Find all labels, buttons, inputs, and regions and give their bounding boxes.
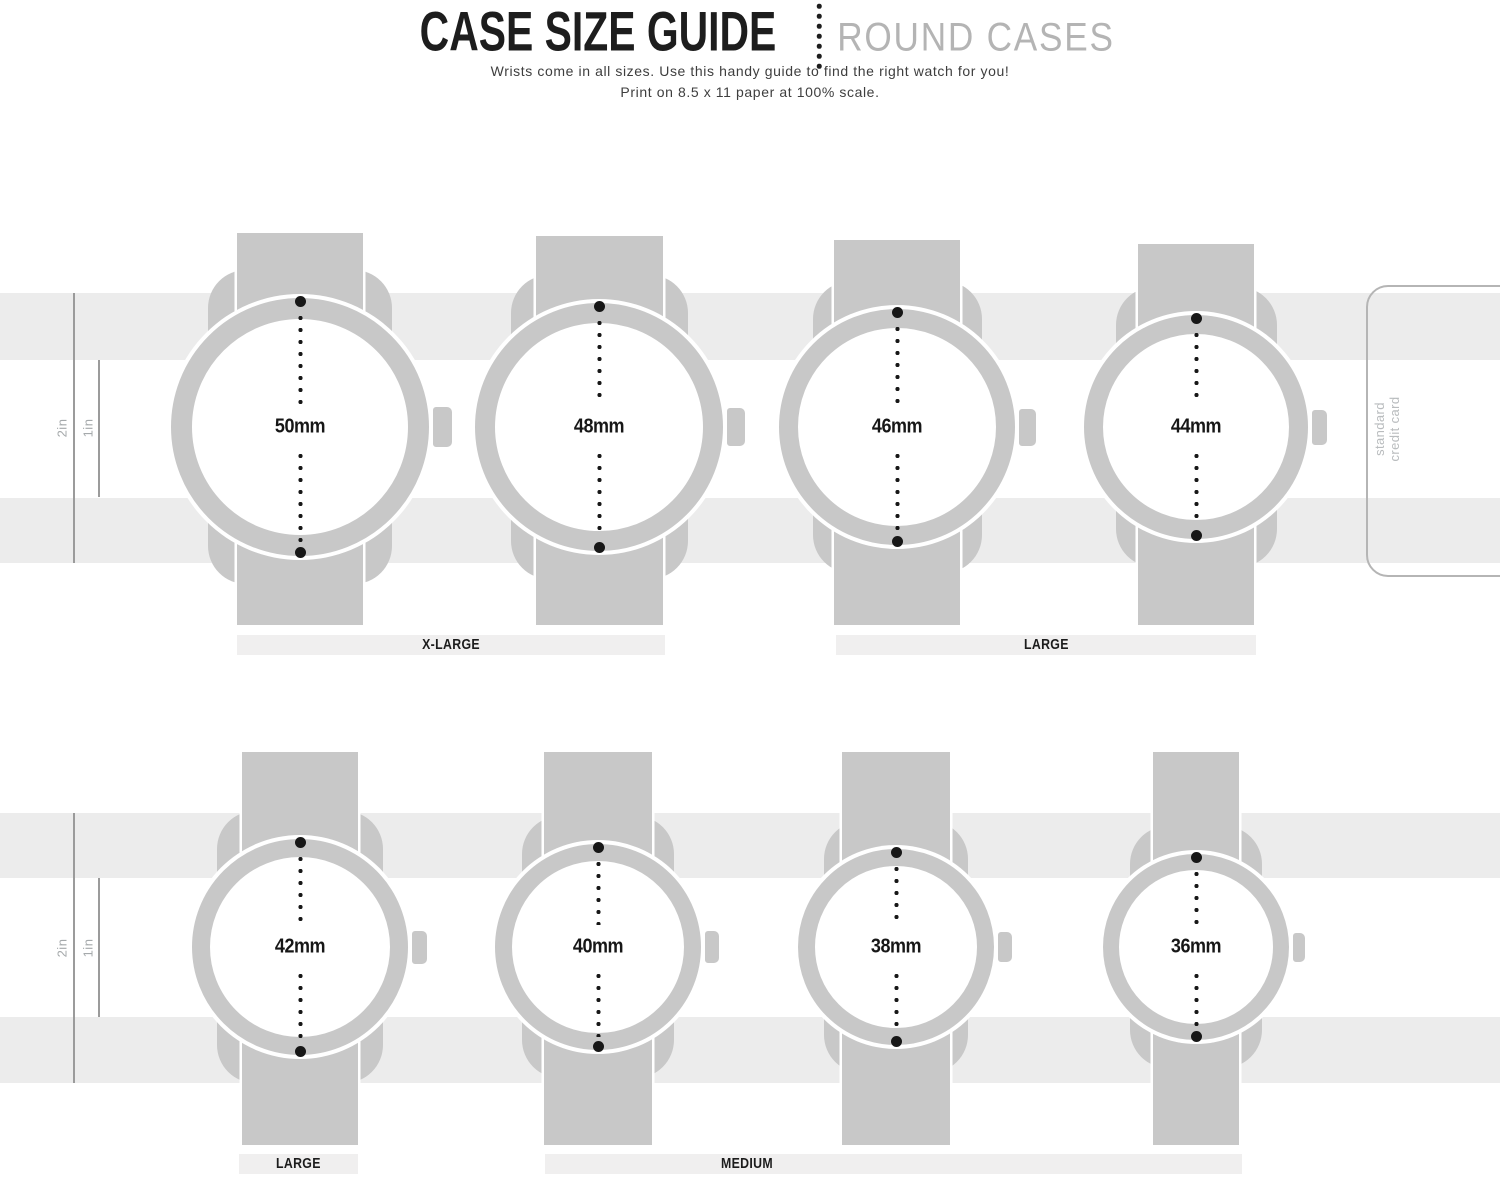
watch-crown bbox=[1312, 410, 1327, 445]
one-inch-label: 1in bbox=[80, 938, 96, 958]
two-inch-line-bottom bbox=[73, 813, 75, 1083]
one-inch-line-top bbox=[98, 360, 100, 497]
watch-crown bbox=[1019, 409, 1036, 446]
size-group-label: MEDIUM bbox=[720, 1156, 774, 1172]
size-group-bar-xlarge bbox=[237, 635, 665, 655]
diameter-dots-lower bbox=[298, 450, 303, 543]
diameter-dots-lower bbox=[1194, 450, 1199, 526]
credit-card-label-line2: credit card bbox=[1387, 396, 1402, 462]
watch-crown bbox=[727, 408, 745, 446]
subtitle-line2: Print on 8.5 x 11 paper at 100% scale. bbox=[620, 84, 880, 100]
watch-crown bbox=[998, 932, 1012, 962]
diameter-endpoint-top bbox=[891, 847, 902, 858]
case-size-label: 50mm bbox=[274, 415, 326, 438]
diameter-endpoint-bottom bbox=[295, 1046, 306, 1057]
diameter-endpoint-bottom bbox=[1191, 530, 1202, 541]
diameter-endpoint-top bbox=[1191, 852, 1202, 863]
case-size-label: 40mm bbox=[572, 935, 624, 958]
diameter-endpoint-top bbox=[594, 301, 605, 312]
case-size-label: 44mm bbox=[1170, 415, 1222, 438]
two-inch-line-top bbox=[73, 293, 75, 563]
diameter-dots-lower bbox=[298, 970, 303, 1042]
size-group-label: LARGE bbox=[276, 1156, 321, 1172]
size-group-bar-large-bottom bbox=[239, 1154, 358, 1174]
diameter-endpoint-top bbox=[593, 842, 604, 853]
page-title: CASE SIZE GUIDE bbox=[419, 0, 777, 63]
diameter-dots-lower bbox=[895, 450, 900, 532]
one-inch-line-bottom bbox=[98, 878, 100, 1017]
diameter-endpoint-bottom bbox=[891, 1036, 902, 1047]
one-inch-label: 1in bbox=[80, 418, 96, 438]
diameter-dots-upper bbox=[1194, 329, 1199, 405]
size-group-bar-medium bbox=[545, 1154, 1242, 1174]
diameter-dots-lower bbox=[894, 970, 899, 1032]
diameter-dots-upper bbox=[596, 858, 601, 925]
credit-card-label bbox=[1372, 396, 1402, 461]
credit-card-label-line1: standard bbox=[1372, 402, 1387, 456]
watch-crown bbox=[1293, 933, 1305, 962]
case-size-label: 46mm bbox=[871, 415, 923, 438]
diameter-endpoint-bottom bbox=[892, 536, 903, 547]
category-title: ROUND CASES bbox=[837, 15, 1115, 60]
diameter-endpoint-top bbox=[295, 837, 306, 848]
diameter-dots-lower bbox=[1194, 970, 1199, 1027]
diameter-dots-upper bbox=[895, 323, 900, 405]
diameter-dots-upper bbox=[597, 317, 602, 405]
dotted-divider-icon bbox=[817, 4, 822, 69]
case-size-label: 42mm bbox=[274, 935, 326, 958]
size-group-label: LARGE bbox=[1023, 637, 1069, 653]
diameter-endpoint-bottom bbox=[295, 547, 306, 558]
diameter-endpoint-bottom bbox=[1191, 1031, 1202, 1042]
diameter-dots-lower bbox=[597, 450, 602, 538]
size-group-label: X-LARGE bbox=[422, 637, 480, 653]
diameter-dots-upper bbox=[1194, 868, 1199, 925]
watch-crown bbox=[433, 407, 452, 447]
diameter-endpoint-top bbox=[892, 307, 903, 318]
diameter-endpoint-bottom bbox=[594, 542, 605, 553]
size-group-bar-large-top bbox=[836, 635, 1256, 655]
two-inch-label: 2in bbox=[54, 418, 70, 438]
diameter-endpoint-top bbox=[295, 296, 306, 307]
diameter-dots-upper bbox=[894, 863, 899, 925]
diameter-endpoint-top bbox=[1191, 313, 1202, 324]
diameter-dots-upper bbox=[298, 853, 303, 925]
case-size-label: 48mm bbox=[573, 415, 625, 438]
watch-crown bbox=[705, 931, 719, 963]
diameter-dots-lower bbox=[596, 970, 601, 1037]
case-size-label: 38mm bbox=[870, 935, 922, 958]
two-inch-label: 2in bbox=[54, 938, 70, 958]
case-size-label: 36mm bbox=[1170, 935, 1222, 958]
watch-crown bbox=[412, 931, 427, 964]
diameter-endpoint-bottom bbox=[593, 1041, 604, 1052]
diameter-dots-upper bbox=[298, 312, 303, 405]
subtitle-line1: Wrists come in all sizes. Use this handy guide to find the right watch for you! bbox=[490, 63, 1010, 79]
